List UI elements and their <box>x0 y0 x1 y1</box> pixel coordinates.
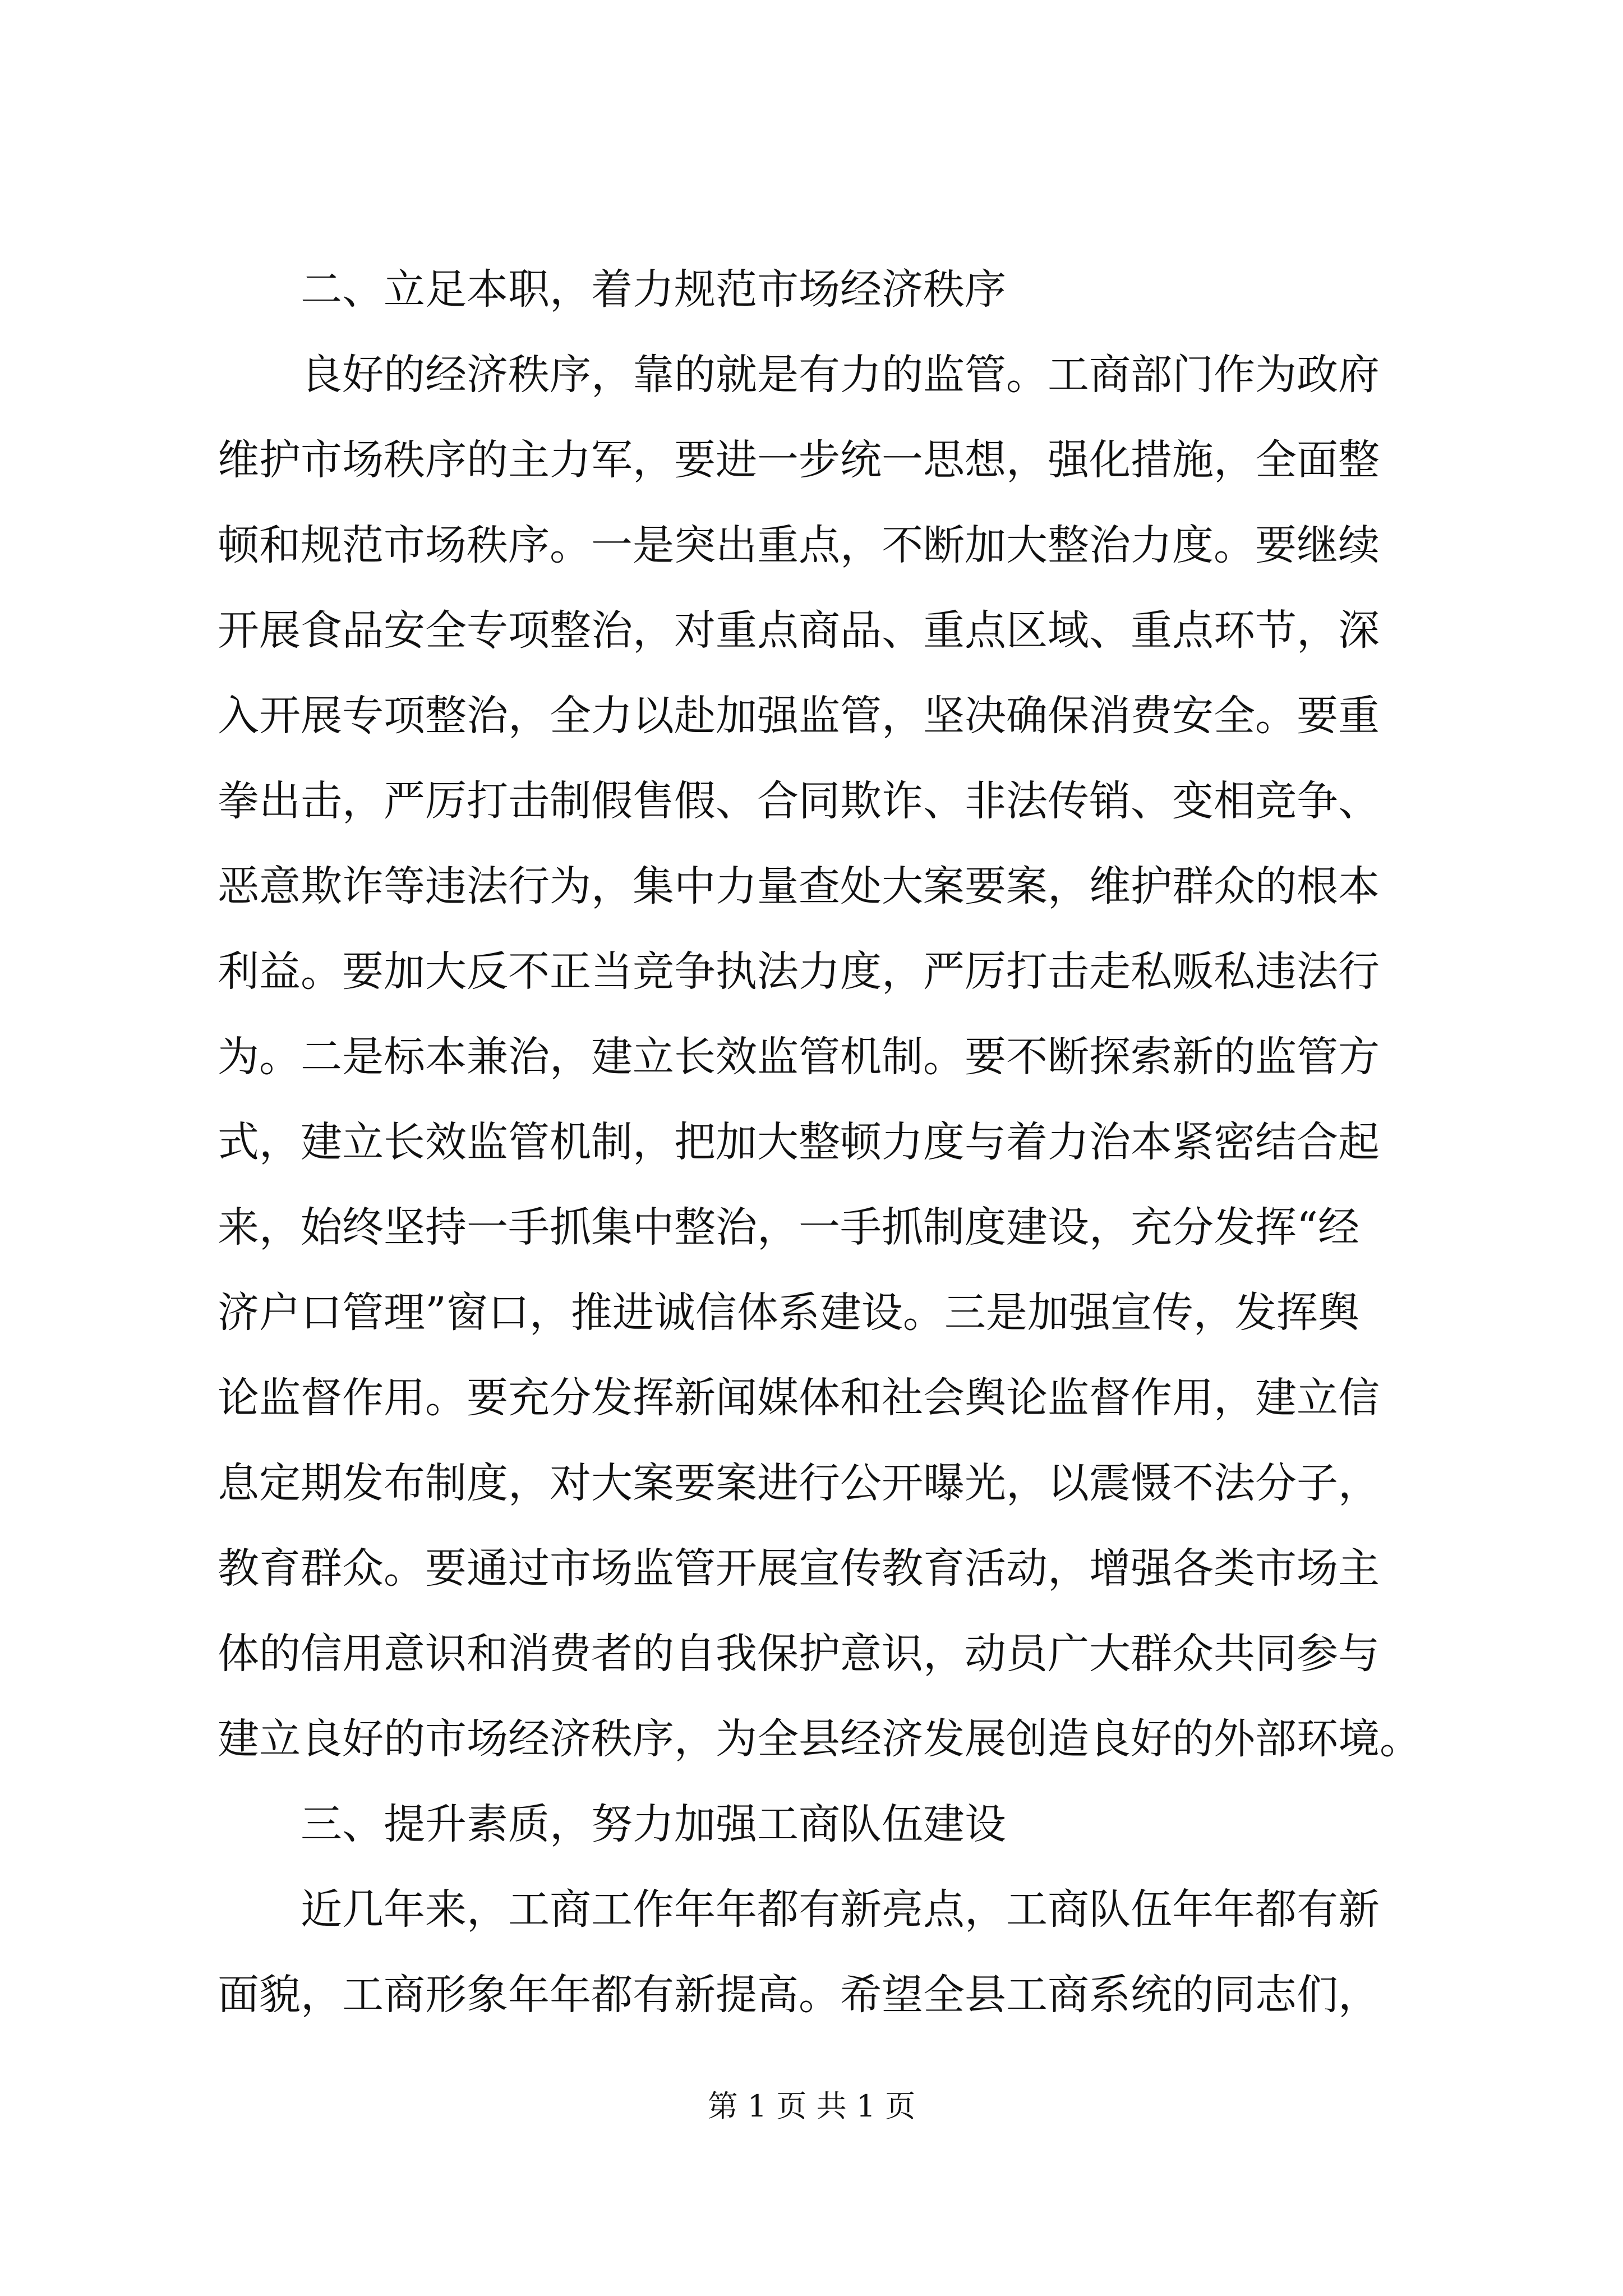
paragraph-line: 良好的经济秩序，靠的就是有力的监管。工商部门作为政府 <box>301 351 1380 399</box>
paragraph-line: 为。二是标本兼治，建立长效监管机制。要不断探索新的监管方 <box>218 1033 1380 1081</box>
paragraph-line: 顿和规范市场秩序。一是突出重点，不断加大整治力度。要继续 <box>218 521 1380 569</box>
document-body <box>218 247 1421 2037</box>
paragraph-line: 教育群众。要通过市场监管开展宣传教育活动，增强各类市场主 <box>218 1544 1380 1593</box>
paragraph-line: 来，始终坚持一手抓集中整治，一手抓制度建设，充分发挥“经 <box>218 1203 1359 1251</box>
section-heading-3: 三、提升素质，努力加强工商队伍建设 <box>301 1800 1006 1848</box>
paragraph-line: 论监督作用。要充分发挥新闻媒体和社会舆论监督作用，建立信 <box>218 1374 1380 1422</box>
page-footer: 第 1 页 共 1 页 <box>707 2088 916 2124</box>
paragraph-line: 恶意欺诈等违法行为，集中力量查处大案要案，维护群众的根本 <box>218 862 1380 910</box>
paragraph-line: 拳出击，严厉打击制假售假、合同欺诈、非法传销、变相竞争、 <box>218 777 1380 825</box>
paragraph-line: 息定期发布制度，对大案要案进行公开曝光，以震慑不法分子， <box>218 1459 1380 1507</box>
paragraph-line: 式，建立长效监管机制，把加大整顿力度与着力治本紧密结合起 <box>218 1118 1380 1166</box>
paragraph-line: 面貌，工商形象年年都有新提高。希望全县工商系统的同志们， <box>218 1971 1380 2019</box>
paragraph-line: 入开展专项整治，全力以赴加强监管，坚决确保消费安全。要重 <box>218 692 1380 740</box>
paragraph-line: 维护市场秩序的主力军，要进一步统一思想，强化措施，全面整 <box>218 436 1380 484</box>
paragraph-line: 利益。要加大反不正当竞争执法力度，严厉打击走私贩私违法行 <box>218 947 1380 996</box>
paragraph-line: 开展食品安全专项整治，对重点商品、重点区域、重点环节，深 <box>218 606 1380 655</box>
paragraph-line: 体的信用意识和消费者的自我保护意识，动员广大群众共同参与 <box>218 1630 1380 1678</box>
paragraph-line: 建立良好的市场经济秩序，为全县经济发展创造良好的外部环境。 <box>218 1715 1421 1763</box>
paragraph-line: 近几年来，工商工作年年都有新亮点，工商队伍年年都有新 <box>301 1885 1380 1934</box>
paragraph-line: 济户口管理”窗口，推进诚信体系建设。三是加强宣传，发挥舆 <box>218 1289 1359 1337</box>
section-heading-2: 二、立足本职，着力规范市场经济秩序 <box>301 265 1006 314</box>
